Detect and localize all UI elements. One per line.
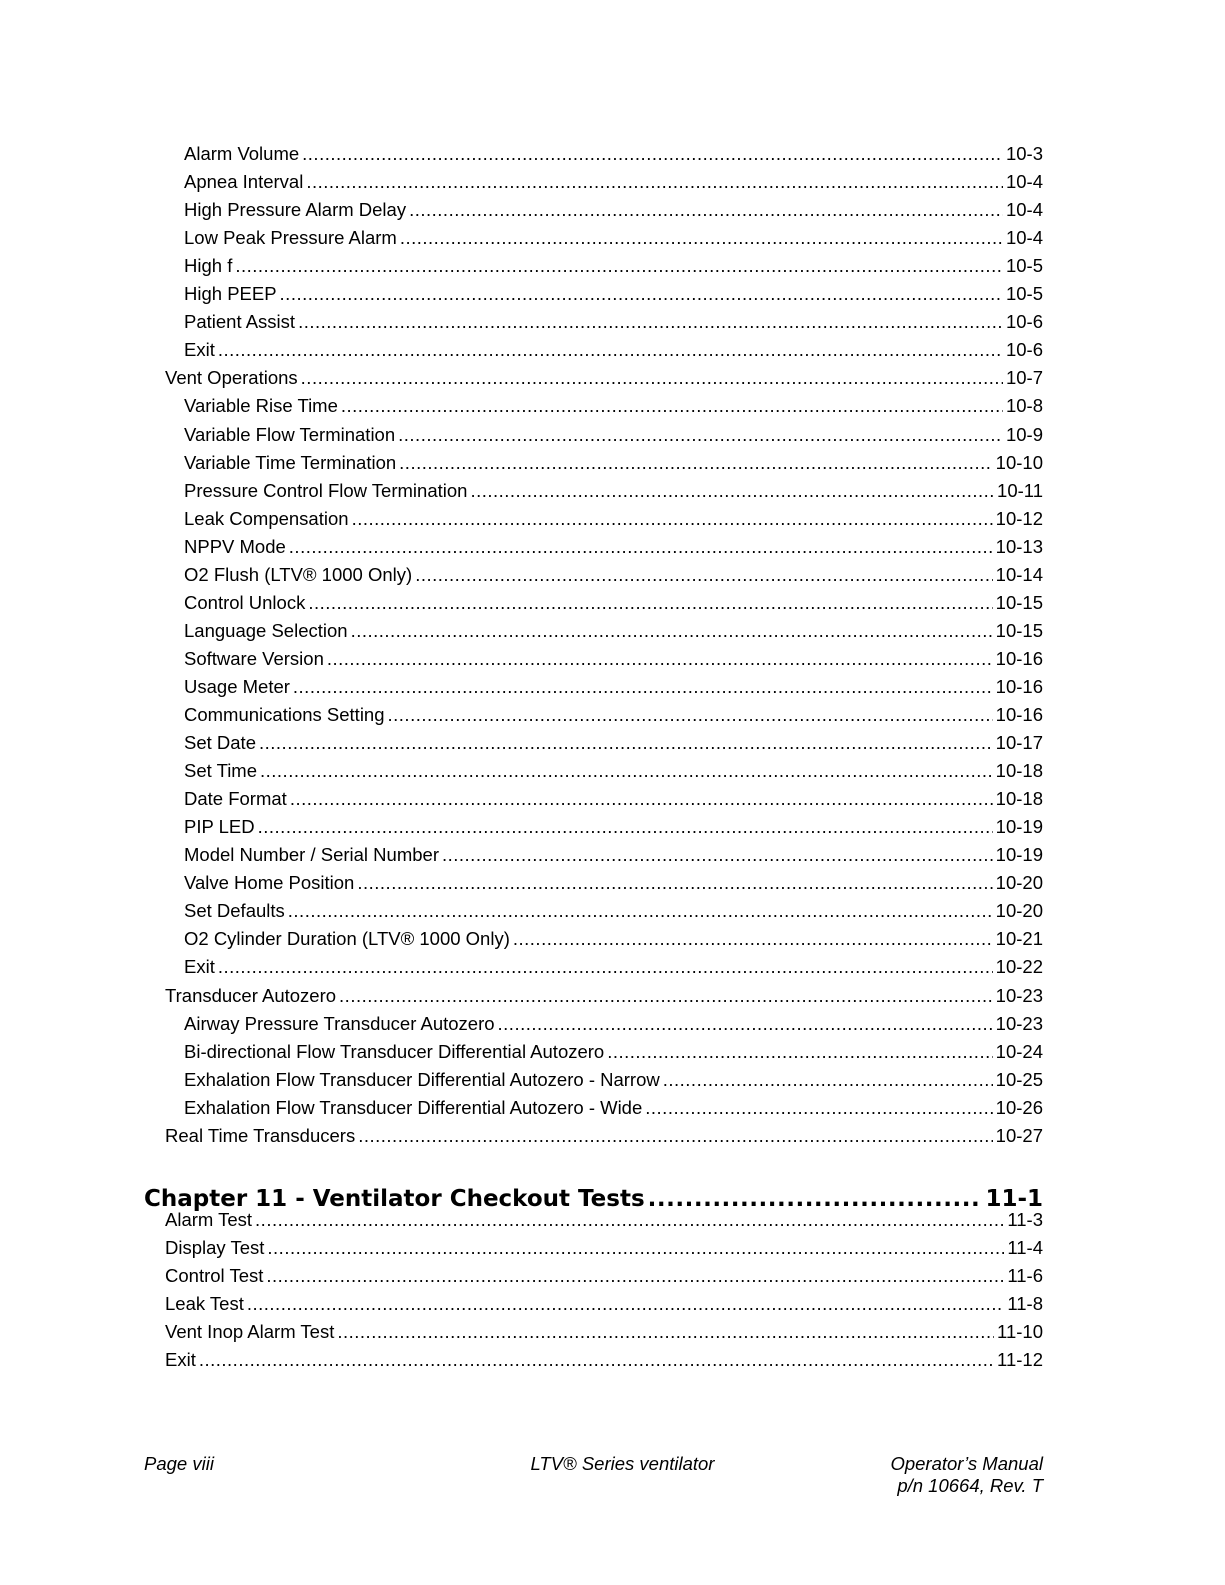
dot-leader [218, 953, 993, 981]
toc-entry[interactable] [184, 953, 1043, 981]
dot-leader [258, 813, 993, 841]
toc-entry-page-number: 10-15 [995, 620, 1043, 641]
toc-entry-title: Variable Time Termination [184, 452, 397, 473]
toc-entry-title: Exit [184, 339, 215, 360]
dot-leader [306, 168, 1003, 196]
toc-entry-page-number: 10-17 [995, 732, 1043, 753]
dot-leader [301, 364, 1003, 392]
toc-entry-title: O2 Flush (LTV® 1000 Only) [184, 564, 413, 585]
dot-leader [388, 701, 993, 729]
toc-entry-title: Language Selection [184, 620, 348, 641]
toc-entry[interactable] [184, 813, 1043, 841]
toc-entry-page-number: 10-6 [1005, 339, 1043, 360]
toc-entry-title: Exit [184, 956, 215, 977]
toc-entry-title: O2 Cylinder Duration (LTV® 1000 Only) [184, 928, 510, 949]
toc-entry-page-number: 10-26 [995, 1097, 1043, 1118]
toc-entry-title: Real Time Transducers [165, 1125, 356, 1146]
toc-entry-page-number: 10-19 [995, 816, 1043, 837]
dot-leader [400, 224, 1003, 252]
toc-entry-title: Software Version [184, 648, 324, 669]
toc-entry-title: Alarm Test [165, 1209, 253, 1230]
toc-entry-page-number: 10-23 [995, 1013, 1043, 1034]
toc-entry-page-number: 10-12 [995, 508, 1043, 529]
toc-entry[interactable] [184, 196, 1043, 224]
toc-entry[interactable] [184, 308, 1043, 336]
dot-leader [648, 1181, 980, 1217]
toc-entry[interactable] [165, 1318, 1043, 1346]
toc-entry-title: Leak Compensation [184, 508, 349, 529]
toc-entry-page-number: 10-13 [995, 536, 1043, 557]
dot-leader [442, 841, 993, 869]
toc-entry-title: Set Defaults [184, 900, 285, 921]
toc-entry[interactable] [184, 421, 1043, 449]
dot-leader [247, 1290, 1004, 1318]
toc-entry-page-number: 10-16 [995, 648, 1043, 669]
toc-entry-page-number: 10-3 [1005, 143, 1043, 164]
chapter-page-number: 11-1 [985, 1186, 1043, 1212]
footer-manual: Operator’s Manual [890, 1453, 1043, 1474]
toc-entry-page-number: 10-22 [995, 956, 1043, 977]
dot-leader [199, 1346, 994, 1374]
toc-entry[interactable] [184, 252, 1043, 280]
toc-entry-page-number: 10-19 [995, 844, 1043, 865]
toc-entry-title: Exhalation Flow Transducer Differential Autozero - Narrow [184, 1069, 660, 1090]
dot-leader [266, 1262, 1004, 1290]
toc-entry[interactable] [165, 982, 1043, 1010]
toc-entry[interactable] [184, 392, 1043, 420]
toc-entry-title: Variable Rise Time [184, 395, 338, 416]
toc-entry[interactable] [184, 701, 1043, 729]
dot-leader [218, 336, 1003, 364]
toc-entry-page-number: 11-12 [997, 1349, 1043, 1370]
toc-entry-title: Display Test [165, 1237, 265, 1258]
dot-leader [267, 1234, 1004, 1262]
toc-entry[interactable] [184, 925, 1043, 953]
footer-part-number: p/n 10664, Rev. T [897, 1475, 1043, 1496]
toc-entry-page-number: 10-15 [995, 592, 1043, 613]
dot-leader [645, 1094, 992, 1122]
dot-leader [302, 140, 1003, 168]
toc-entry-title: Low Peak Pressure Alarm [184, 227, 397, 248]
dot-leader [298, 308, 1003, 336]
toc-entry[interactable] [165, 364, 1043, 392]
toc-entry[interactable] [184, 533, 1043, 561]
toc-entry-page-number: 10-4 [1005, 171, 1043, 192]
dot-leader [293, 673, 993, 701]
toc-entry[interactable] [184, 645, 1043, 673]
toc-entry-title: Variable Flow Termination [184, 424, 396, 445]
dot-leader [235, 252, 1003, 280]
dot-leader [288, 897, 993, 925]
toc-entry-page-number: 10-10 [995, 452, 1043, 473]
toc-entry[interactable] [184, 1010, 1043, 1038]
toc-entry[interactable] [184, 477, 1043, 505]
toc-entry-title: NPPV Mode [184, 536, 286, 557]
dot-leader [260, 757, 993, 785]
toc-entry-title: High Pressure Alarm Delay [184, 199, 407, 220]
toc-entry-page-number: 10-11 [997, 480, 1043, 501]
toc-entry-title: PIP LED [184, 816, 255, 837]
toc-entry-title: Leak Test [165, 1293, 244, 1314]
toc-entry[interactable] [165, 1290, 1043, 1318]
toc-entry[interactable] [184, 1094, 1043, 1122]
toc-entry-title: Valve Home Position [184, 872, 355, 893]
dot-leader [357, 869, 992, 897]
toc-entry-title: Alarm Volume [184, 143, 300, 164]
toc-entry-title: Control Test [165, 1265, 264, 1286]
toc-entry-page-number: 10-25 [995, 1069, 1043, 1090]
toc-entry[interactable] [184, 757, 1043, 785]
dot-leader [398, 421, 1003, 449]
chapter-heading[interactable] [144, 1181, 1043, 1217]
toc-entry[interactable] [165, 1262, 1043, 1290]
toc-entry-page-number: 10-18 [995, 760, 1043, 781]
toc-entry[interactable] [184, 617, 1043, 645]
dot-leader [358, 1122, 992, 1150]
footer-product: LTV® Series ventilator [530, 1453, 715, 1474]
toc-entry[interactable] [165, 1122, 1043, 1150]
toc-entry-title: Patient Assist [184, 311, 296, 332]
toc-entry-title: Control Unlock [184, 592, 306, 613]
toc-entry-page-number: 10-23 [995, 985, 1043, 1006]
toc-entry[interactable] [184, 224, 1043, 252]
dot-leader [341, 392, 1003, 420]
dot-leader [280, 280, 1003, 308]
dot-leader [308, 589, 992, 617]
dot-leader [513, 925, 993, 953]
toc-entry-page-number: 10-16 [995, 676, 1043, 697]
dot-leader [339, 982, 993, 1010]
dot-leader [290, 785, 993, 813]
toc-entry-page-number: 11-4 [1007, 1237, 1043, 1258]
toc-entry[interactable] [184, 785, 1043, 813]
dot-leader [663, 1066, 993, 1094]
toc-entry-title: Pressure Control Flow Termination [184, 480, 468, 501]
toc-entry-title: Apnea Interval [184, 171, 304, 192]
toc-entry[interactable] [184, 1038, 1043, 1066]
toc-entry-page-number: 10-20 [995, 872, 1043, 893]
toc-entry-page-number: 10-27 [995, 1125, 1043, 1146]
toc-entry[interactable] [165, 1234, 1043, 1262]
toc-entry-page-number: 10-6 [1005, 311, 1043, 332]
toc-entry-title: Set Time [184, 760, 257, 781]
toc-entry-page-number: 10-8 [1005, 395, 1043, 416]
toc-entry-page-number: 10-14 [995, 564, 1043, 585]
toc-entry-title: Vent Inop Alarm Test [165, 1321, 335, 1342]
footer-page-label: Page viii [144, 1453, 214, 1474]
toc-entry[interactable] [184, 140, 1043, 168]
toc-entry-title: Set Date [184, 732, 256, 753]
dot-leader [470, 477, 994, 505]
dot-leader [351, 617, 993, 645]
toc-entry-title: High f [184, 255, 233, 276]
toc-entry[interactable] [184, 336, 1043, 364]
toc-entry-page-number: 10-7 [1005, 367, 1043, 388]
chapter-title: Chapter 11 - Ventilator Checkout Tests [144, 1186, 645, 1212]
dot-leader [352, 505, 993, 533]
toc-entry[interactable] [184, 841, 1043, 869]
toc-entry-title: Communications Setting [184, 704, 385, 725]
toc-entry-title: Airway Pressure Transducer Autozero [184, 1013, 495, 1034]
toc-entry-page-number: 10-4 [1005, 199, 1043, 220]
toc-entry[interactable] [165, 1346, 1043, 1374]
toc-entry-title: Exit [165, 1349, 196, 1370]
toc-entry-page-number: 11-6 [1007, 1265, 1043, 1286]
toc-entry-title: High PEEP [184, 283, 277, 304]
toc-entry-page-number: 11-10 [997, 1321, 1043, 1342]
dot-leader [498, 1010, 993, 1038]
toc-entry[interactable] [184, 869, 1043, 897]
toc-entry-page-number: 10-18 [995, 788, 1043, 809]
toc-entry[interactable] [184, 449, 1043, 477]
toc-entry-page-number: 10-5 [1005, 255, 1043, 276]
toc-entry[interactable] [184, 505, 1043, 533]
dot-leader [337, 1318, 994, 1346]
toc-entry[interactable] [184, 729, 1043, 757]
dot-leader [607, 1038, 992, 1066]
toc-entry[interactable] [184, 1066, 1043, 1094]
toc-entry-title: Transducer Autozero [165, 985, 337, 1006]
toc-entry-page-number: 10-5 [1005, 283, 1043, 304]
toc-entry-title: Vent Operations [165, 367, 298, 388]
toc-entry-title: Date Format [184, 788, 287, 809]
dot-leader [409, 196, 1003, 224]
toc-entry-page-number: 10-21 [995, 928, 1043, 949]
toc-entry[interactable] [184, 561, 1043, 589]
toc-entry-page-number: 10-20 [995, 900, 1043, 921]
footer-manual-info [890, 1453, 1043, 1497]
toc-entry-title: Bi-directional Flow Transducer Differential Autozero [184, 1041, 605, 1062]
toc-entry[interactable] [184, 589, 1043, 617]
toc-entry-page-number: 11-8 [1007, 1293, 1043, 1314]
toc-entry-title: Exhalation Flow Transducer Differential Autozero - Wide [184, 1097, 643, 1118]
toc-entry[interactable] [184, 897, 1043, 925]
dot-leader [399, 449, 993, 477]
toc-entry[interactable] [184, 280, 1043, 308]
toc-entry-page-number: 11-3 [1007, 1209, 1043, 1230]
toc-entry-page-number: 10-24 [995, 1041, 1043, 1062]
dot-leader [415, 561, 992, 589]
toc-entry[interactable] [184, 168, 1043, 196]
dot-leader [327, 645, 993, 673]
toc-entry[interactable] [184, 673, 1043, 701]
dot-leader [289, 533, 993, 561]
dot-leader [259, 729, 993, 757]
toc-entry-title: Model Number / Serial Number [184, 844, 439, 865]
toc-entry-page-number: 10-16 [995, 704, 1043, 725]
toc-entry-page-number: 10-9 [1005, 424, 1043, 445]
toc-entry-title: Usage Meter [184, 676, 290, 697]
toc-entry-page-number: 10-4 [1005, 227, 1043, 248]
